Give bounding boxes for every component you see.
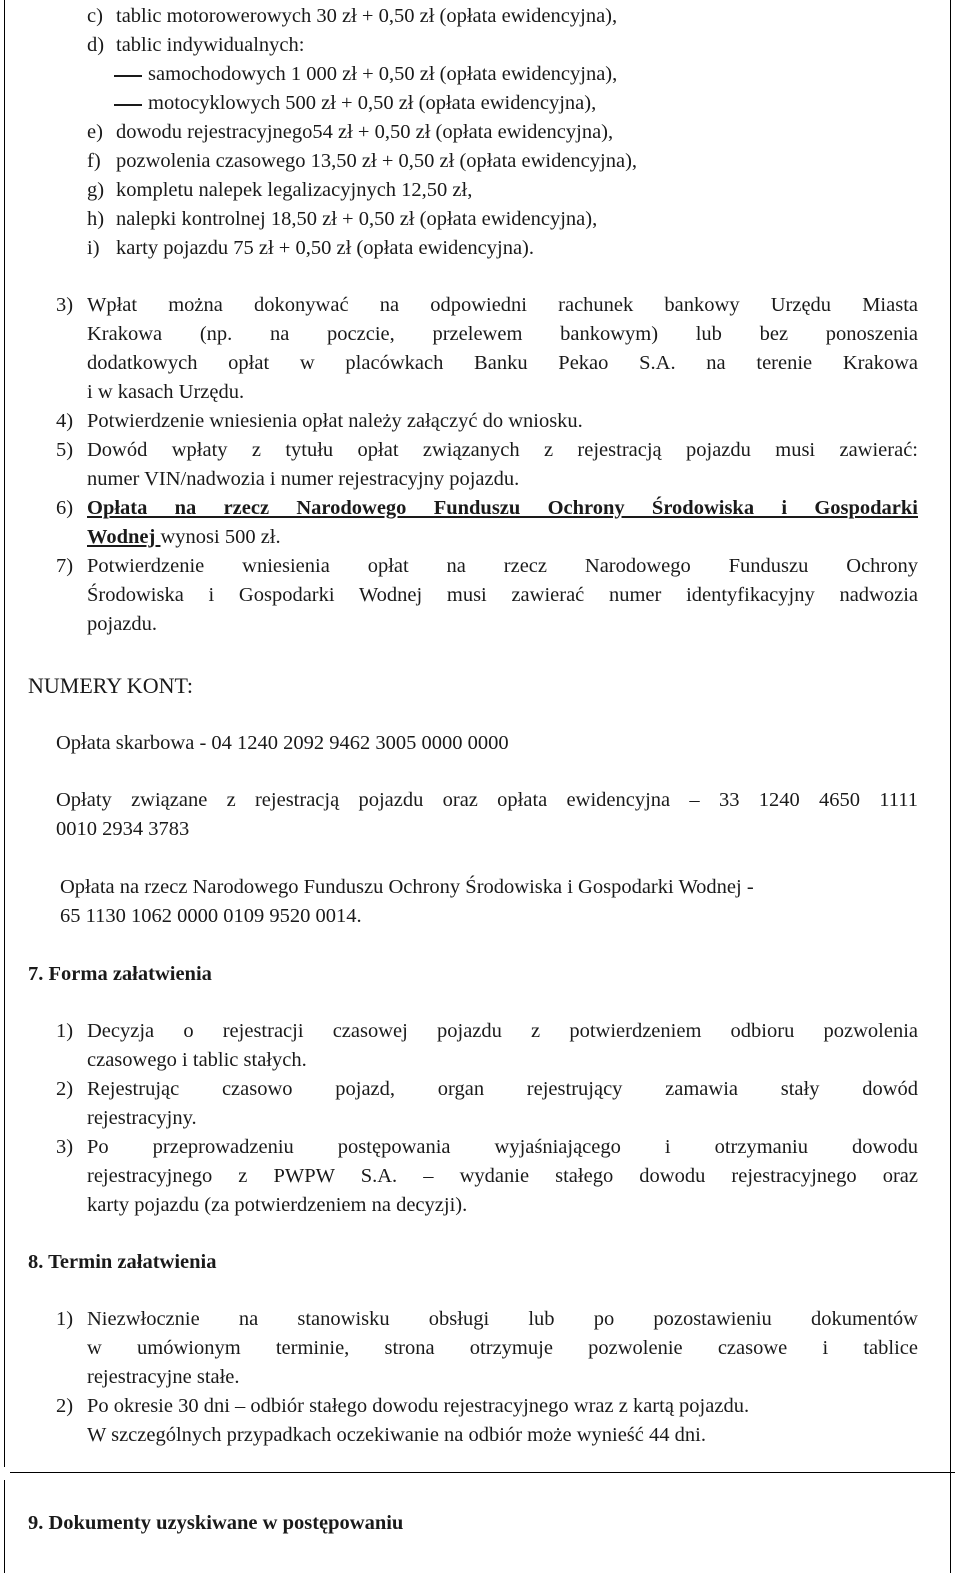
dash-bullet: [114, 75, 142, 77]
s7-item-3: karty pojazdu (za potwierdzeniem na decyzji).: [87, 1194, 468, 1216]
dash-bullet: [114, 104, 142, 106]
account-registration-2: 0010 2934 3783: [56, 818, 190, 840]
point-7-line: Środowiska i Gospodarki Wodnej musi zawierać numer identyfikacyjny nadwozia: [87, 584, 918, 606]
fee-item-d-motorcycles: motocyklowych 500 zł + 0,50 zł (opłata ewidencyjna),: [148, 92, 597, 114]
fee-item-c: tablic motorowerowych 30 zł + 0,50 zł (opłata ewidencyjna),: [116, 5, 618, 27]
s8-item-2: Po okresie 30 dni – odbiór stałego dowodu rejestracyjnego wraz z kartą pojazdu.: [87, 1395, 750, 1417]
fee-item-d: tablic indywidualnych:: [116, 34, 305, 56]
point-6-rest: wynosi 500 zł.: [160, 526, 281, 548]
s7-item-1: Decyzja o rejestracji czasowej pojazdu z potwierdzeniem odbioru pozwolenia: [87, 1020, 918, 1042]
point-7-line: pojazdu.: [87, 613, 158, 635]
list-marker: f): [87, 150, 101, 172]
list-marker: 2): [56, 1078, 74, 1100]
s7-item-2: rejestracyjny.: [87, 1107, 197, 1129]
point-3-line: Krakowa (np. na poczcie, przelewem bankowym) lub bez ponoszenia: [87, 323, 918, 345]
list-marker: h): [87, 208, 105, 230]
page-border-left: [4, 0, 5, 1467]
list-marker: 1): [56, 1020, 74, 1042]
list-marker: e): [87, 121, 103, 143]
point-7-line: Potwierdzenie wniesienia opłat na rzecz Narodowego Funduszu Ochrony: [87, 555, 918, 577]
fee-item-e: dowodu rejestracyjnego54 zł + 0,50 zł (opłata ewidencyjna),: [116, 121, 614, 143]
list-marker: 2): [56, 1395, 74, 1417]
point-4-line: Potwierdzenie wniesienia opłat należy załączyć do wniosku.: [87, 410, 583, 432]
accounts-heading: NUMERY KONT:: [28, 673, 193, 698]
section-9-heading: 9. Dokumenty uzyskiwane w postępowaniu: [28, 1512, 404, 1534]
account-nfosigw: Opłata na rzecz Narodowego Funduszu Ochrony Środowiska i Gospodarki Wodnej -: [60, 876, 754, 898]
s8-item-2: W szczególnych przypadkach oczekiwanie na odbiór może wynieść 44 dni.: [87, 1424, 706, 1446]
s8-item-1: rejestracyjne stałe.: [87, 1366, 240, 1388]
list-marker: i): [87, 237, 100, 259]
account-stamp-duty: Opłata skarbowa - 04 1240 2092 9462 3005 0000 0000: [56, 732, 509, 754]
account-registration: Opłaty związane z rejestracją pojazdu oraz opłata ewidencyjna – 33 1240 4650 1111: [56, 789, 918, 811]
fee-item-f: pozwolenia czasowego 13,50 zł + 0,50 zł (opłata ewidencyjna),: [116, 150, 638, 172]
list-marker: 4): [56, 410, 74, 432]
s8-item-1: w umówionym terminie, strona otrzymuje pozwolenie czasowe i tablice: [87, 1337, 918, 1359]
page-border-left-lower: [4, 1480, 5, 1573]
section-7-heading: 7. Forma załatwienia: [28, 963, 212, 985]
account-nfosigw-2: 65 1130 1062 0000 0109 9520 0014.: [60, 905, 362, 927]
s7-item-1: czasowego i tablic stałych.: [87, 1049, 307, 1071]
list-marker: g): [87, 179, 105, 201]
fee-item-h: nalepki kontrolnej 18,50 zł + 0,50 zł (opłata ewidencyjna),: [116, 208, 598, 230]
fee-item-g: kompletu nalepek legalizacyjnych 12,50 zł,: [116, 179, 473, 201]
fee-item-d-cars: samochodowych 1 000 zł + 0,50 zł (opłata ewidencyjna),: [148, 63, 618, 85]
list-marker: 5): [56, 439, 74, 461]
list-marker: 3): [56, 1136, 74, 1158]
point-3-line: Wpłat można dokonywać na odpowiedni rachunek bankowy Urzędu Miasta: [87, 294, 918, 316]
section-8-heading: 8. Termin załatwienia: [28, 1251, 217, 1273]
point-6-line: Opłata na rzecz Narodowego Funduszu Ochrony Środowiska i Gospodarki: [87, 497, 918, 519]
point-3-line: dodatkowych opłat w placówkach Banku Pekao S.A. na terenie Krakowa: [87, 352, 918, 374]
s7-item-3: Po przeprowadzeniu postępowania wyjaśniającego i otrzymaniu dowodu: [87, 1136, 918, 1158]
point-6-bold: Wodnej: [87, 526, 161, 548]
s7-item-2: Rejestrując czasowo pojazd, organ rejestrujący zamawia stały dowód: [87, 1078, 918, 1100]
fee-item-i: karty pojazdu 75 zł + 0,50 zł (opłata ewidencyjna).: [116, 237, 534, 259]
list-marker: 7): [56, 555, 74, 577]
point-3-line: i w kasach Urzędu.: [87, 381, 245, 403]
list-marker: 3): [56, 294, 74, 316]
list-marker: 1): [56, 1308, 74, 1330]
s8-item-1: Niezwłocznie na stanowisku obsługi lub po pozostawieniu dokumentów: [87, 1308, 918, 1330]
list-marker: 6): [56, 497, 74, 519]
list-marker: c): [87, 5, 103, 27]
page-border-right: [950, 0, 951, 1573]
s7-item-3: rejestracyjnego z PWPW S.A. – wydanie stałego dowodu rejestracyjnego oraz: [87, 1165, 918, 1187]
list-marker: d): [87, 34, 105, 56]
point-6-line-2: [87, 525, 281, 549]
section-divider: [10, 1472, 955, 1473]
point-5-line: numer VIN/nadwozia i numer rejestracyjny pojazdu.: [87, 468, 520, 490]
point-5-line: Dowód wpłaty z tytułu opłat związanych z rejestracją pojazdu musi zawierać:: [87, 439, 918, 461]
